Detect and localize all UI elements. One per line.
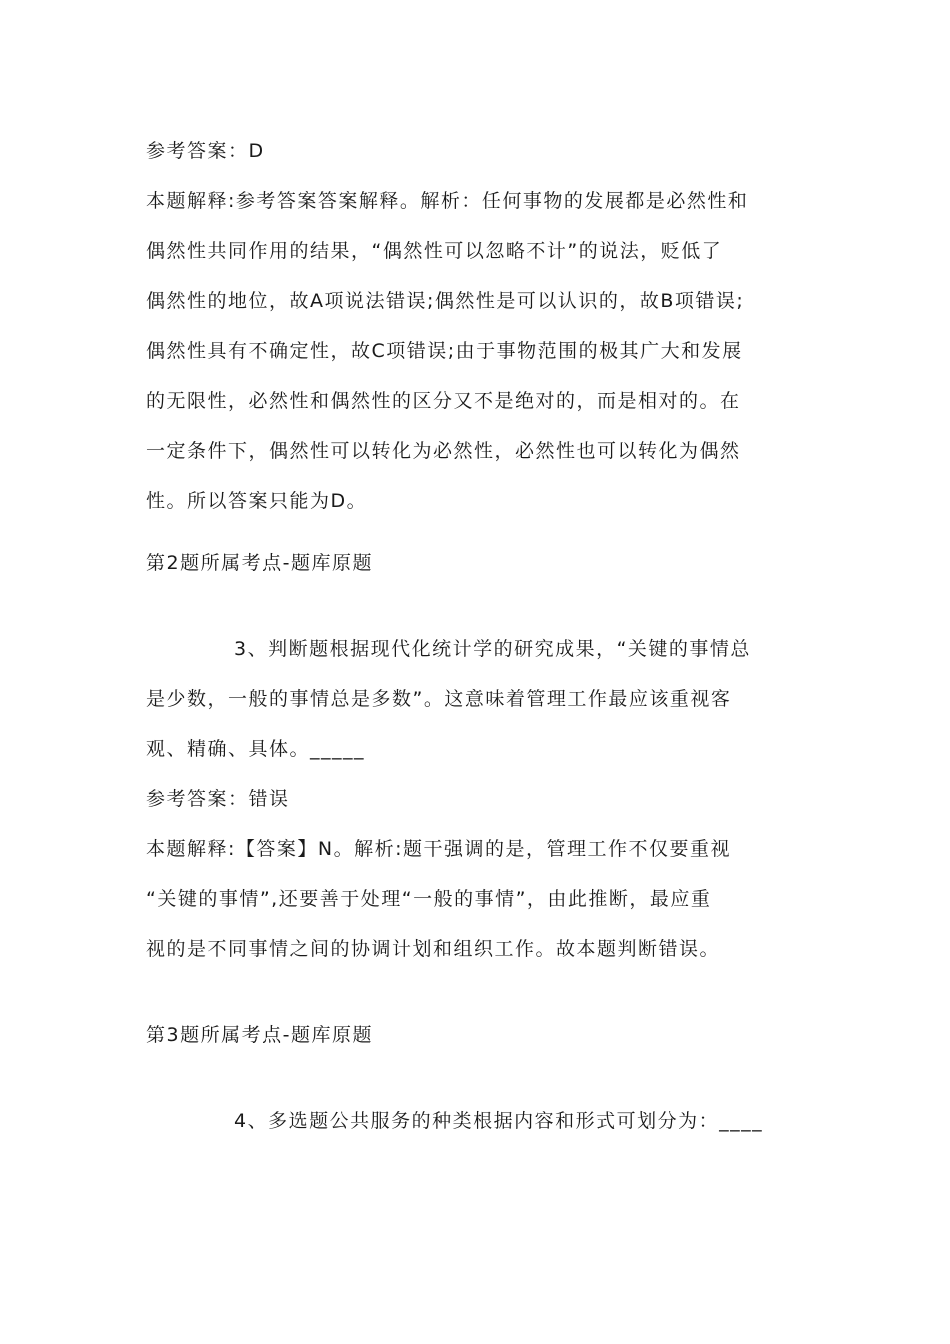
- q2-explanation: [146, 176, 810, 526]
- q2-explanation-line: 偶然性具有不确定性，故C项错误;由于事物范围的极其广大和发展: [146, 340, 743, 362]
- q3-question: [146, 624, 810, 774]
- q3-explanation-line: “关键的事情”,还要善于处理“一般的事情”，由此推断，最应重: [146, 888, 712, 910]
- q3-question-line: 观、精确、具体。_____: [146, 738, 366, 760]
- q2-answer: 参考答案：D: [146, 140, 265, 162]
- q3-explanation-line: 视的是不同事情之间的协调计划和组织工作。故本题判断错误。: [146, 938, 721, 960]
- q3-question-line: 3、判断题根据现代化统计学的研究成果，“关键的事情总: [234, 638, 751, 660]
- q3-question-line: 是少数，一般的事情总是多数”。这意味着管理工作最应该重视客: [146, 688, 732, 710]
- q3-explanation: [146, 824, 810, 974]
- q4-question: 4、多选题公共服务的种类根据内容和形式可划分为：____: [234, 1110, 764, 1132]
- q2-explanation-line: 的无限性，必然性和偶然性的区分又不是绝对的，而是相对的。在: [146, 390, 741, 412]
- q3-topic: 第3题所属考点-题库原题: [146, 1024, 373, 1046]
- document-page: [146, 126, 810, 1146]
- q3-explanation-line: 本题解释:【答案】N。解析:题干强调的是，管理工作不仅要重视: [146, 838, 732, 860]
- q2-explanation-line: 偶然性的地位，故A项说法错误;偶然性是可以认识的，故B项错误;: [146, 290, 745, 312]
- q3-answer: 参考答案：错误: [146, 788, 290, 810]
- q2-explanation-line: 性。所以答案只能为D。: [146, 490, 368, 512]
- q2-topic: 第2题所属考点-题库原题: [146, 552, 373, 574]
- q2-explanation-line: 偶然性共同作用的结果，“偶然性可以忽略不计”的说法，贬低了: [146, 240, 723, 262]
- q2-explanation-line: 本题解释:参考答案答案解释。解析：任何事物的发展都是必然性和: [146, 190, 749, 212]
- q2-explanation-line: 一定条件下，偶然性可以转化为必然性，必然性也可以转化为偶然: [146, 440, 741, 462]
